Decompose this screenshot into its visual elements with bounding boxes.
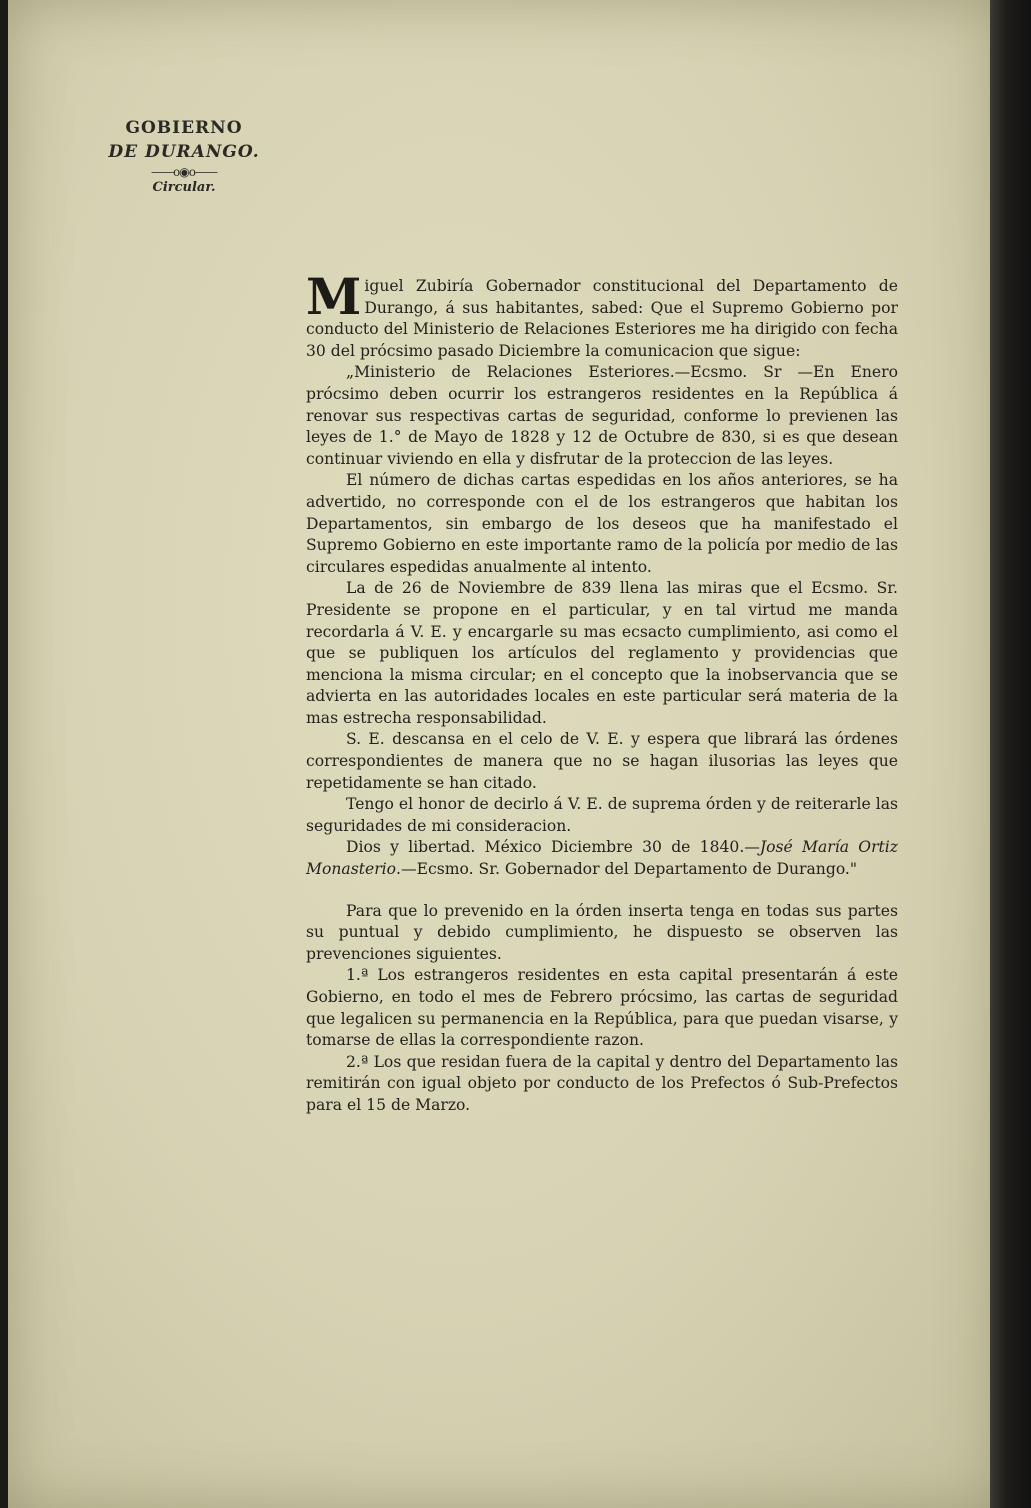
paragraph-8: Para que lo prevenido en la órden inserta tenga en todas sus partes su puntual y debido cumplimiento, he dispuesto se observen las prevenciones siguientes.: [306, 901, 898, 963]
ornament-divider: ——o◉o——: [151, 165, 217, 179]
paragraph-1-text: iguel Zubiría Gobernador constitucional del Departamento de Durango, á sus habitantes, sabed: Que el Supremo Gobierno por conducto del Ministerio de Relaciones Esteriores me ha dirigido con fecha 30 del prócsimo pasado Diciembre la comunicacion que sigue:: [306, 277, 898, 360]
document-page: [8, 0, 998, 1508]
paragraph-6: Tengo el honor de decirlo á V. E. de suprema órden y de reiterarle las seguridades de mi consideracion.: [306, 795, 898, 835]
provision-2: 2.ª Los que residan fuera de la capital y dentro del Departamento las remitirán con igual objeto por conducto de los Prefectos ó Sub-Prefectos para el 15 de Marzo.: [306, 1052, 898, 1114]
dark-background-edge: [990, 0, 1031, 1508]
drop-cap-initial: M: [306, 267, 362, 326]
circular-label: Circular.: [152, 180, 216, 195]
government-title: GOBIERNO: [125, 118, 243, 138]
provision-1: 1.ª Los estrangeros residentes en esta capital presentarán á este Gobierno, en todo el mes de Febrero prócsimo, las cartas de seguridad que legalicen su permanencia en la República, para que puedan visarse, y tomarse de ellas la correspondiente razon.: [306, 966, 898, 1050]
signatory-name: José María Ortiz Monasterio: [306, 838, 898, 879]
paragraph-4: La de 26 de Noviembre de 839 llena las miras que el Ecsmo. Sr. Presidente se propone en el particular, y en tal virtud me manda recordarla á V. E. y encargarle su mas ecsacto cumplimiento, asi como el que se publiquen los artículos del reglamento y providencias que menciona la misma circular; en el concepto que la inobservancia que se advierta en las autoridades locales en este particular será materia de la mas estrecha responsabilidad.: [306, 579, 898, 727]
paragraph-1: [306, 267, 898, 362]
paragraph-2: „Ministerio de Relaciones Esteriores.—Ecsmo. Sr —En Enero prócsimo deben ocurrir los estrangeros residentes en la República á renovar sus respectivas cartas de seguridad, conforme lo previenen las leyes de 1.° de Mayo de 1828 y 12 de Octubre de 830, si es que desean continuar viviendo en ella y disfrutar de la proteccion de las leyes.: [306, 363, 898, 468]
paragraph-3: El número de dichas cartas espedidas en los años anteriores, se ha advertido, no corresponde con el de los estrangeros que habitan los Departamentos, sin embargo de los deseos que ha manifestado el Supremo Gobierno en este importante ramo de la policía por medio de las circulares espedidas anualmente al intento.: [306, 471, 898, 576]
closing-date: Dios y libertad. México Diciembre 30 de 1840.—: [346, 838, 760, 857]
circular-body: [306, 267, 898, 1117]
paragraph-5: S. E. descansa en el celo de V. E. y espera que librará las órdenes correspondientes de manera que no se hagan ilusorias las leyes que repetidamente se han citado.: [306, 730, 898, 792]
addressee: .—Ecsmo. Sr. Gobernador del Departamento de Durango.": [396, 860, 858, 879]
paragraph-7: [306, 837, 898, 880]
department-title: DE DURANGO.: [108, 142, 260, 162]
section-gap: [306, 881, 898, 901]
margin-heading: [104, 116, 264, 196]
